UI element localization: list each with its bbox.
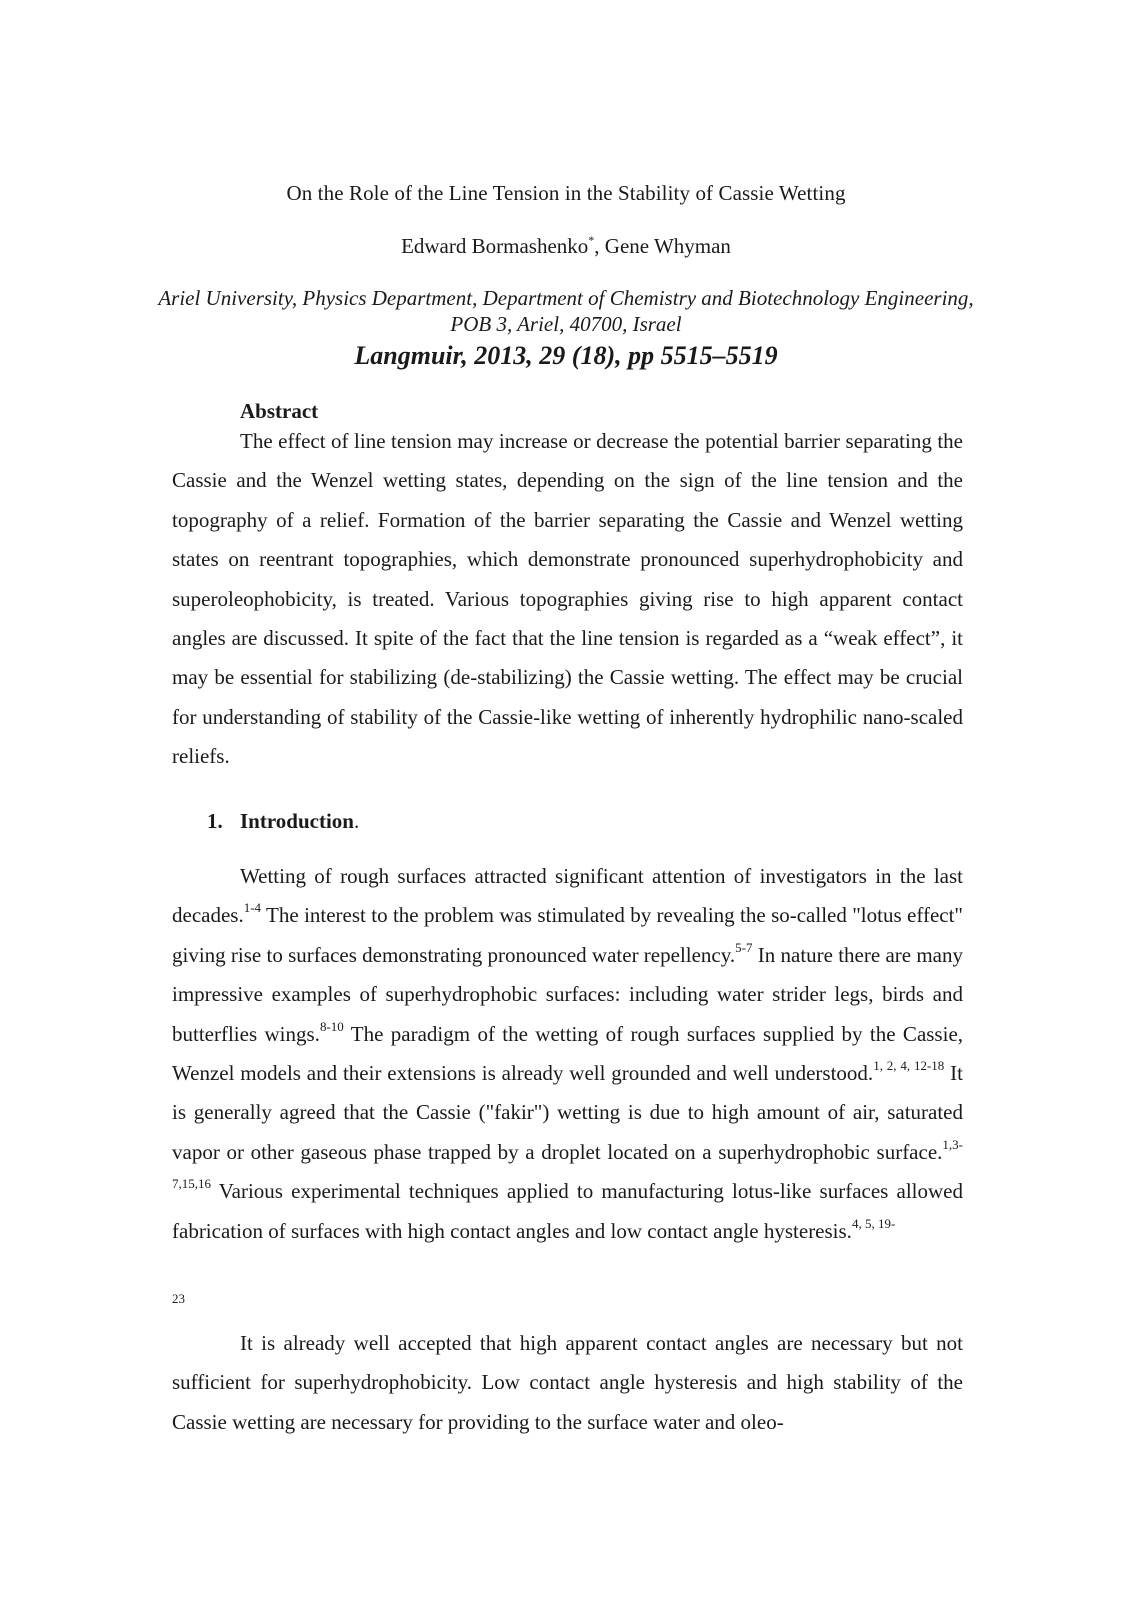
text-run: It is generally agreed that the Cassie ("fakir") wetting is due to high amount of air, saturated vapor or other gaseous phase trapped by a droplet located on a superhydrophobic surface. [172, 1061, 963, 1164]
section-title: Introduction [240, 809, 354, 833]
section-number: 1. [207, 809, 223, 833]
citation-ref: 1-4 [243, 900, 262, 916]
corresponding-author-marker: * [588, 233, 595, 247]
section-period: . [353, 809, 360, 833]
citation-ref-continuation: 23 [172, 1291, 185, 1306]
author-line [0, 233, 1132, 259]
abstract-heading: Abstract [240, 399, 319, 423]
journal-citation: Langmuir, 2013, 29 (18), pp 5515–5519 [354, 341, 778, 370]
text-run: Various experimental techniques applied to manufacturing lotus-like surfaces allowed fabrication of surfaces with high contact angles and low contact angle hysteresis. [172, 1179, 963, 1243]
paper-title: On the Role of the Line Tension in the Stability of Cassie Wetting [286, 181, 846, 205]
introduction-paragraph-2: It is already well accepted that high apparent contact angles are necessary but not sufficient for superhydrophobicity. Low contact angle hysteresis and high stability of the Cassie wetting are necessary for providing to the surface water and oleo- [172, 1331, 963, 1434]
introduction-paragraph-1 [172, 857, 963, 1251]
citation-ref: 5-7 [735, 939, 753, 955]
citation-ref: 1,3-7,15,16 [172, 1136, 963, 1192]
citation-ref: 4, 5, 19- [851, 1215, 896, 1231]
introduction-heading [207, 808, 359, 834]
abstract-text: The effect of line tension may increase or decrease the potential barrier separating the Cassie and the Wenzel wetting states, depending on the sign of the line tension and the topography of a relief. Formation of the barrier separating the Cassie and Wenzel wetting states on reentrant topographies, which demonstrate pronounced superhydrophobicity and superoleophobicity, is treated. Various topographies giving rise to high apparent contact angles are discussed. It spite of the fact that the line tension is regarded as a “weak effect”, it may be essential for stabilizing (de-stabilizing) the Cassie wetting. The effect may be crucial for understanding of stability of the Cassie-like wetting of inherently hydrophilic nano-scaled reliefs. [172, 429, 963, 769]
affiliation: Ariel University, Physics Department, Department of Chemistry and Biotechnology Engineering, POB 3, Ariel, 40700, Israel [158, 286, 974, 336]
author-first: Edward Bormashenko [401, 234, 589, 258]
text-run: Wetting of rough surfaces attracted significant attention of investigators in the last decades. [172, 864, 963, 928]
text-run: The interest to the problem was stimulated by revealing the so-called "lotus effect" giving rise to surfaces demonstrating pronounced water repellency. [172, 903, 963, 967]
text-run: In nature there are many impressive examples of superhydrophobic surfaces: including water strider legs, birds and butterflies wings. [172, 942, 963, 1046]
text-run: The paradigm of the wetting of rough surfaces supplied by the Cassie, Wenzel models and their extensions is already well grounded and well understood. [172, 1021, 964, 1086]
citation-ref: 1, 2, 4, 12-18 [873, 1058, 945, 1074]
author-rest: , Gene Whyman [594, 234, 731, 258]
citation-ref: 8-10 [319, 1018, 344, 1034]
